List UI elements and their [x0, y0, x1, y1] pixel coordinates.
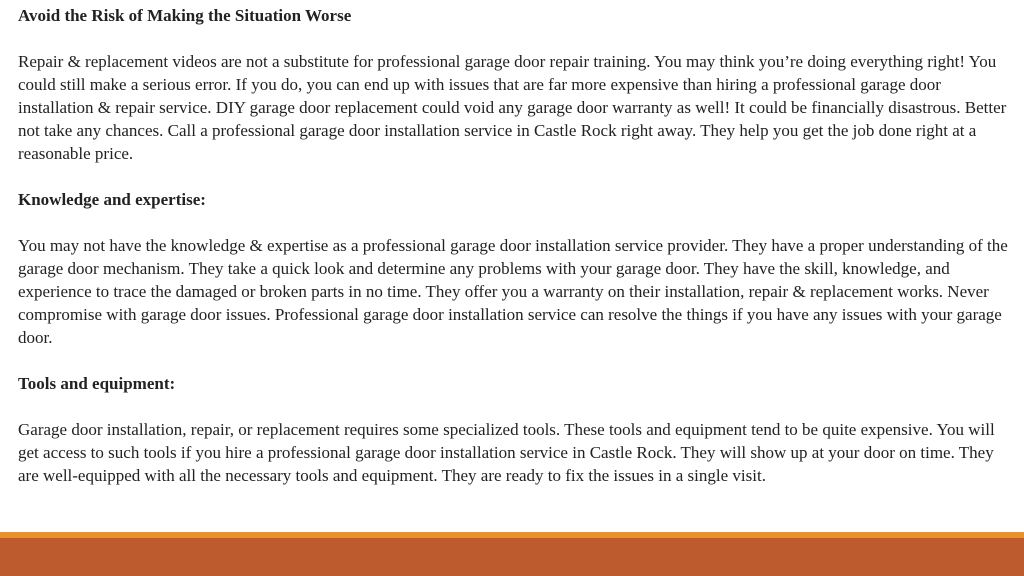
footer-bar [0, 538, 1024, 576]
section-body-tools: Garage door installation, repair, or replacement requires some specialized tools. These tools and equipment tend to be quite expensive. You will get access to such tools if you hire a professional garage door installation service in Castle Rock. They will show up at your door on time. They are well-equipped with all the necessary tools and equipment. They are ready to fix the issues in a single visit. [18, 420, 995, 485]
spacer [18, 349, 1018, 372]
slide-content [18, 4, 1018, 487]
section-body-knowledge: You may not have the knowledge & expertise as a professional garage door installation service provider. They have a proper understanding of the garage door mechanism. They take a quick look and determine any problems with your garage door. They have the skill, knowledge, and experience to trace the damaged or broken parts in no time. They offer you a warranty on their installation, repair & replacement works. Never compromise with garage door issues. Professional garage door installation service can resolve the things if you have any issues with your garage door. [18, 236, 1008, 347]
spacer [18, 165, 1018, 188]
section-heading-avoid-risk: Avoid the Risk of Making the Situation Worse [18, 6, 352, 25]
section-body-avoid-risk: Repair & replacement videos are not a substitute for professional garage door repair training. You may think you’re doing everything right! You could still make a serious error. If you do, you can end up with issues that are far more expensive than hiring a professional garage door installation & repair service. DIY garage door replacement could void any garage door warranty as well! It could be financially disastrous. Better not take any chances. Call a professional garage door installation service in Castle Rock right away. They help you get the job done right at a reasonable price. [18, 52, 1007, 163]
section-heading-tools: Tools and equipment: [18, 374, 176, 393]
section-heading-knowledge: Knowledge and expertise: [18, 190, 206, 209]
spacer [18, 27, 1018, 50]
spacer [18, 395, 1018, 418]
spacer [18, 211, 1018, 234]
